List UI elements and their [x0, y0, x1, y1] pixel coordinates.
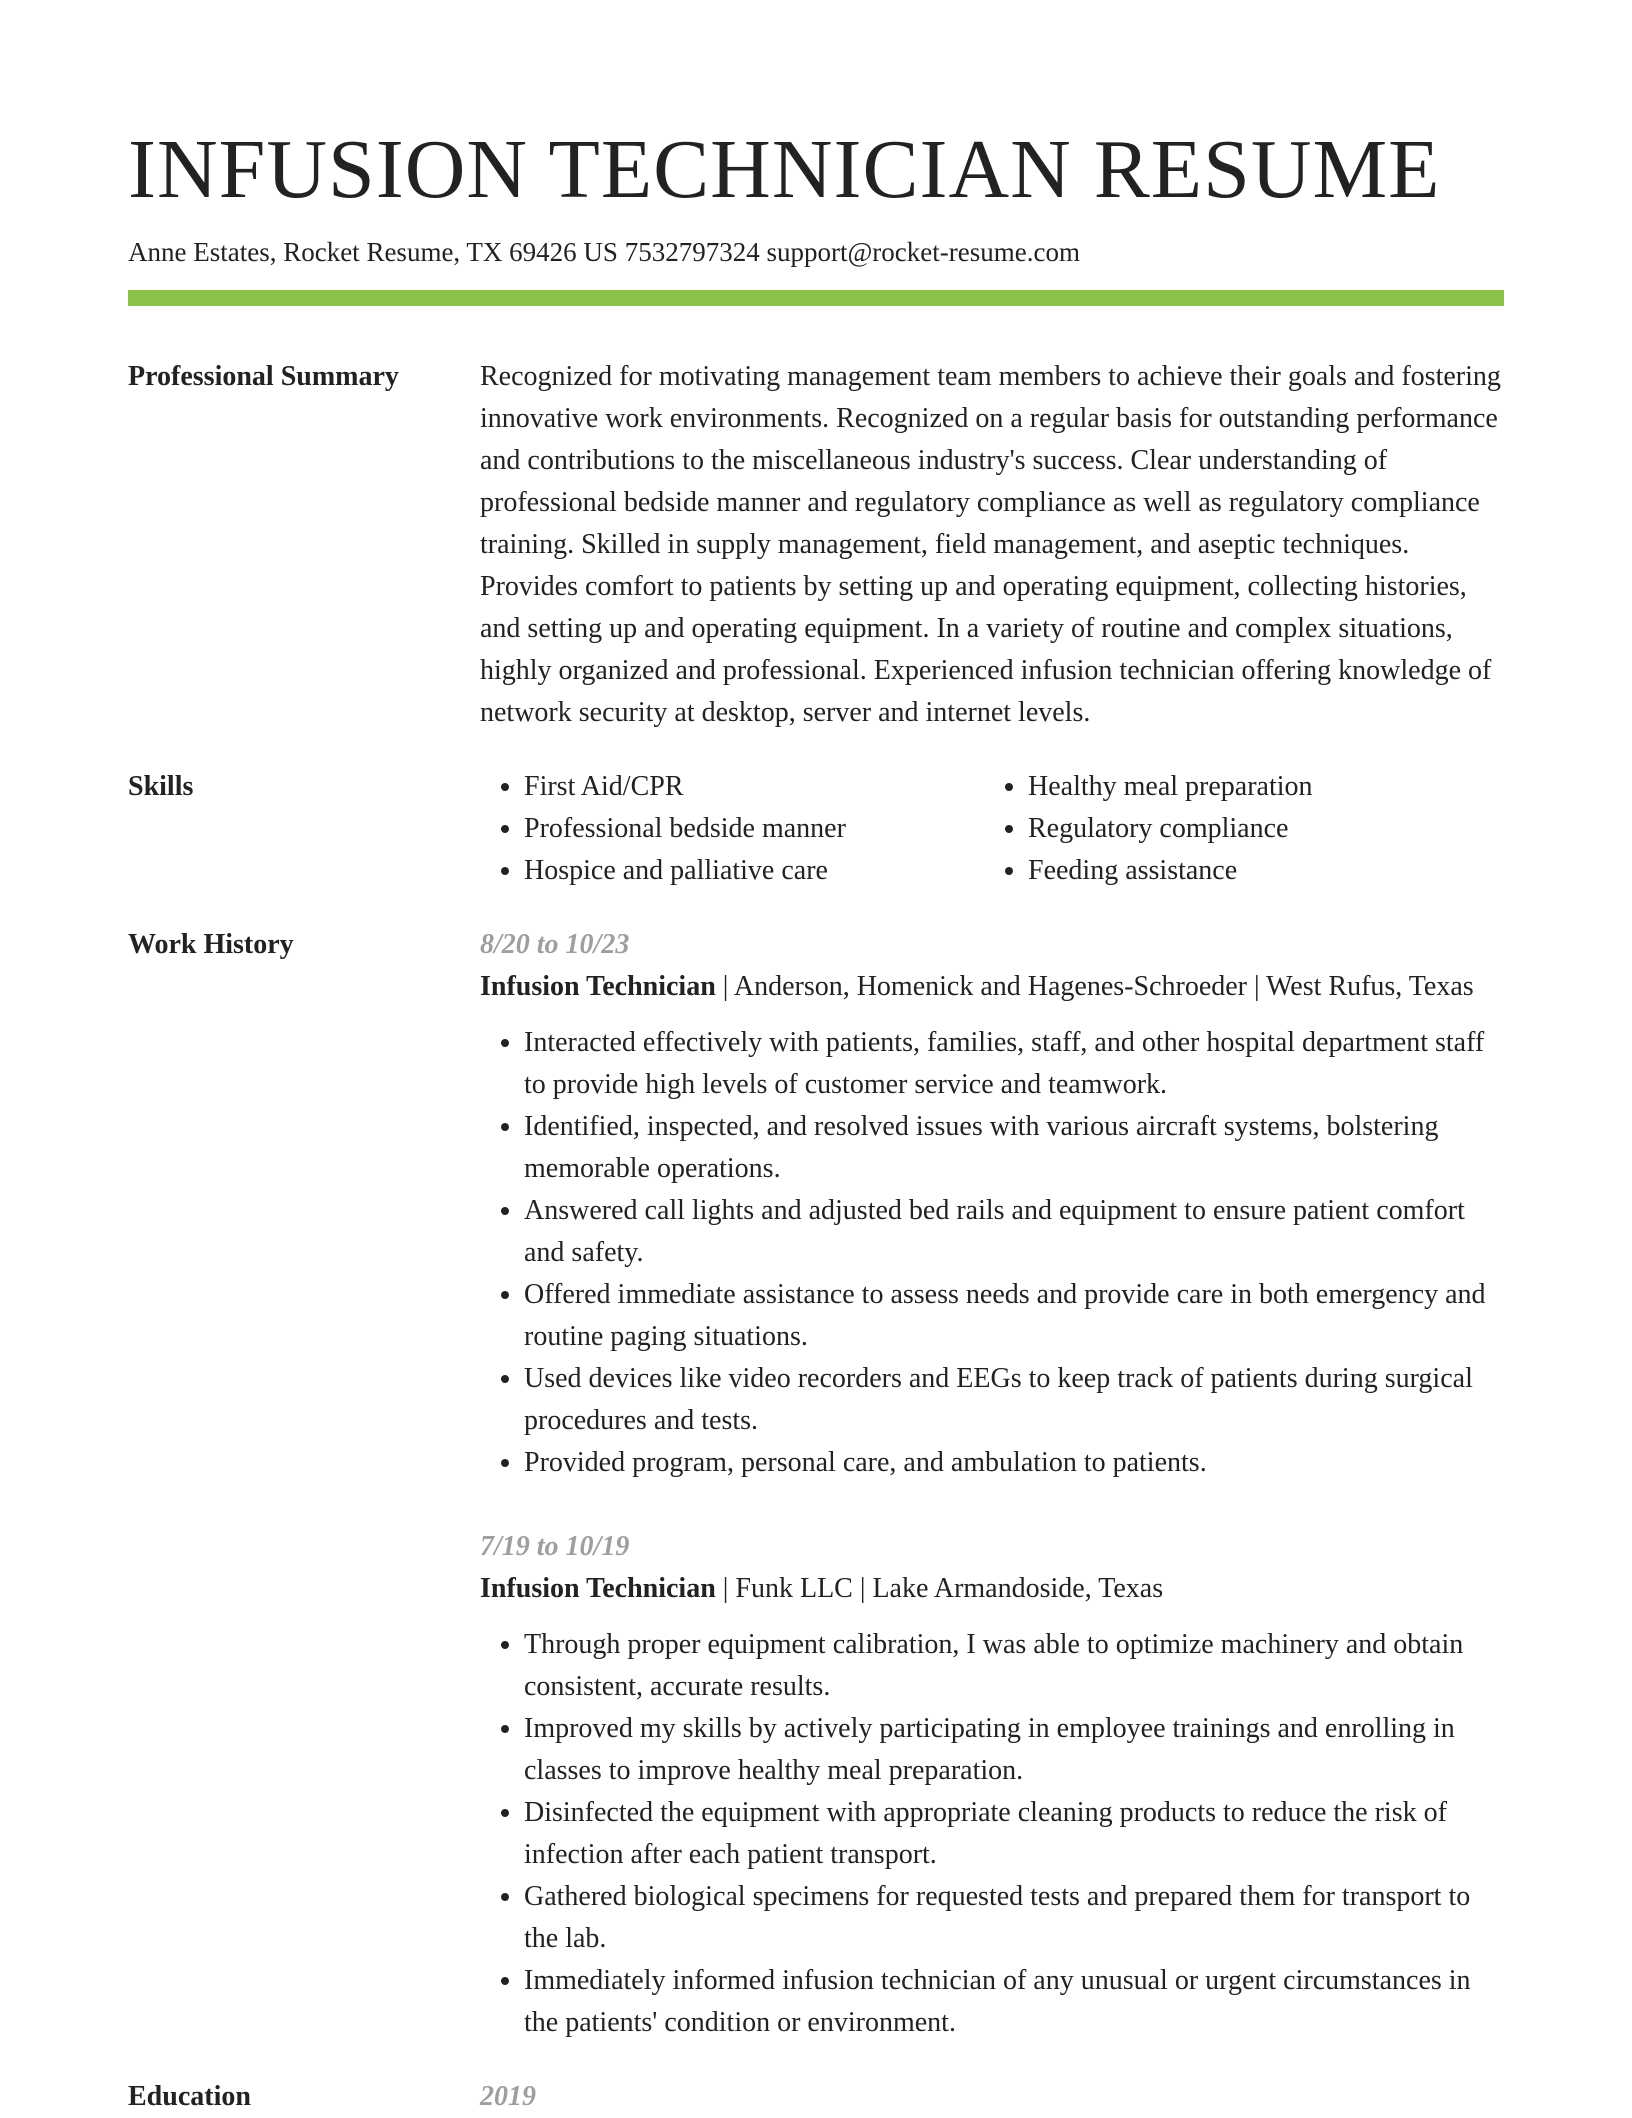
- job-heading: [480, 966, 1504, 1008]
- skills-label: Skills: [128, 771, 194, 802]
- job-bullet: • Identified, inspected, and resolved issues with various aircraft systems, bolstering memorable operations.: [524, 1106, 1504, 1190]
- summary-label: Professional Summary: [128, 361, 399, 392]
- job-bullet: • Immediately informed infusion technician of any unusual or urgent circumstances in the patients' condition or environment.: [524, 1960, 1504, 2044]
- job-bullet: • Answered call lights and adjusted bed rails and equipment to ensure patient comfort and safety.: [524, 1190, 1504, 1274]
- skill-item: • Hospice and palliative care: [524, 850, 984, 892]
- education-label: Education: [128, 2081, 251, 2112]
- summary-section: [128, 356, 1504, 734]
- job-bullet: • Through proper equipment calibration, I was able to optimize machinery and obtain consistent, accurate results.: [524, 1624, 1504, 1708]
- job-bullet: • Provided program, personal care, and ambulation to patients.: [524, 1442, 1504, 1484]
- work-history-body: [480, 924, 1504, 2044]
- job-bullet: • Gathered biological specimens for requested tests and prepared them for transport to the lab.: [524, 1876, 1504, 1960]
- skill-item: • Professional bedside manner: [524, 808, 984, 850]
- skill-item: • Feeding assistance: [1028, 850, 1488, 892]
- skill-item: • Healthy meal preparation: [1028, 766, 1488, 808]
- job-entry: [480, 924, 1504, 1484]
- skill-item: • Regulatory compliance: [1028, 808, 1488, 850]
- summary-text: Recognized for motivating management team members to achieve their goals and fostering innovative work environments. Recognized on a regular basis for outstanding performance and contributions to the miscellaneous industry's success. Clear understanding of professional bedside manner and regulatory compliance as well as regulatory compliance training. Skilled in supply management, field management, and aseptic techniques. Provides comfort to patients by setting up and operating equipment, collecting histories, and setting up and operating equipment. In a variety of routine and complex situations, highly organized and professional. Experienced infusion technician offering knowledge of network security at desktop, server and internet levels.: [480, 361, 1501, 728]
- summary-body: [480, 356, 1504, 734]
- job-title: Infusion Technician: [480, 971, 716, 1002]
- job-bullet: • Disinfected the equipment with appropriate cleaning products to reduce the risk of infection after each patient transport.: [524, 1792, 1504, 1876]
- accent-divider: [128, 290, 1504, 306]
- job-bullets: [480, 1022, 1504, 1484]
- job-dates: 7/19 to 10/19: [480, 1531, 630, 1562]
- skill-item: • First Aid/CPR: [524, 766, 984, 808]
- education-year: 2019: [480, 2081, 536, 2112]
- contact-line: Anne Estates, Rocket Resume, TX 69426 US 7532797324 support@rocket-resume.com: [128, 237, 1080, 267]
- job-entry: [480, 1526, 1504, 2044]
- job-dates: 8/20 to 10/23: [480, 929, 630, 960]
- skills-section: [128, 766, 1504, 892]
- skills-list-left: [480, 766, 984, 892]
- job-title: Infusion Technician: [480, 1573, 716, 1604]
- job-bullet: • Interacted effectively with patients, families, staff, and other hospital department staff to provide high levels of customer service and teamwork.: [524, 1022, 1504, 1106]
- job-bullets: [480, 1624, 1504, 2044]
- skills-list-right: [984, 766, 1488, 892]
- work-history-label: Work History: [128, 929, 294, 960]
- job-bullet: • Improved my skills by actively participating in employee trainings and enrolling in classes to improve healthy meal preparation.: [524, 1708, 1504, 1792]
- job-employer-location: | Funk LLC | Lake Armandoside, Texas: [715, 1573, 1164, 1604]
- job-employer-location: | Anderson, Homenick and Hagenes-Schroeder | West Rufus, Texas: [715, 971, 1474, 1002]
- work-history-section: [128, 924, 1504, 2044]
- resume-title: INFUSION TECHNICIAN RESUME: [128, 123, 1441, 216]
- skills-grid: [480, 766, 1504, 892]
- skills-body: [480, 766, 1504, 892]
- job-bullet: • Used devices like video recorders and EEGs to keep track of patients during surgical procedures and tests.: [524, 1358, 1504, 1442]
- job-bullet: • Offered immediate assistance to assess needs and provide care in both emergency and routine paging situations.: [524, 1274, 1504, 1358]
- job-heading: [480, 1568, 1504, 1610]
